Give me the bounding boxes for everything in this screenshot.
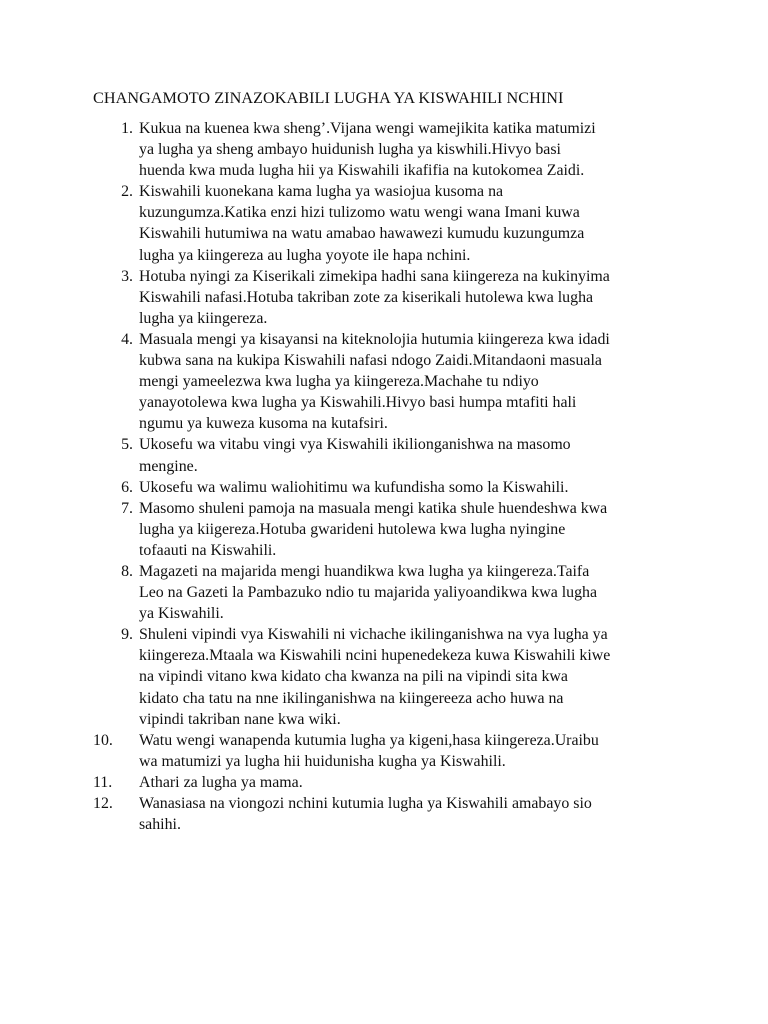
item-line: mengi yameelezwa kwa lugha ya kiingereza.Machahe tu ndiyo	[139, 373, 539, 391]
item-line: Wanasiasa na viongozi nchini kutumia lugha ya Kiswahili amabayo sio	[139, 795, 592, 812]
item-number: 4.	[121, 330, 133, 348]
list-item	[93, 624, 693, 729]
document-title: CHANGAMOTO ZINAZOKABILI LUGHA YA KISWAHILI NCHINI	[93, 89, 564, 107]
item-line: Shuleni vipindi vya Kiswahili ni vichache ikilinganishwa na vya lugha ya	[139, 626, 608, 644]
item-line: ya lugha ya sheng ambayo huidunish lugha ya kiswhili.Hivyo basi	[139, 141, 561, 159]
item-line: kiingereza.Mtaala wa Kiswahili ncini hupenedekeza kuwa Kiswahili kiwe	[139, 647, 611, 665]
item-number: 10.	[93, 731, 113, 749]
list-item	[93, 561, 693, 624]
list-item	[93, 181, 693, 265]
list-item	[93, 793, 693, 835]
item-number: 3.	[121, 267, 133, 285]
item-line: yanayotolewa kwa lugha ya Kiswahili.Hivyo basi humpa mtafiti hali	[139, 394, 577, 412]
item-number: 11.	[93, 773, 113, 791]
item-number: 9.	[121, 626, 133, 644]
item-line: tofaauti na Kiswahili.	[139, 541, 277, 559]
item-line: lugha ya kiingereza.	[139, 309, 268, 327]
list-item	[93, 434, 693, 476]
item-line: mengine.	[139, 457, 198, 475]
list-item	[93, 772, 693, 793]
list-item	[93, 730, 693, 772]
item-number: 2.	[121, 183, 133, 201]
item-line: kubwa sana na kukipa Kiswahili nafasi ndogo Zaidi.Mitandaoni masuala	[139, 352, 602, 370]
item-line: kidato cha tatu na nne ikilinganishwa na kiingereeza acho huwa na	[139, 689, 564, 707]
list-item	[93, 498, 693, 561]
item-line: kuzungumza.Katika enzi hizi tulizomo watu wengi wana Imani kuwa	[139, 204, 580, 222]
item-line: Magazeti na majarida mengi huandikwa kwa lugha ya kiingereza.Taifa	[139, 562, 590, 580]
item-line: huenda kwa muda lugha hii ya Kiswahili ikafifia na kutokomea Zaidi.	[139, 162, 585, 180]
item-number: 12.	[93, 795, 113, 812]
item-line: vipindi takriban nane kwa wiki.	[139, 710, 341, 728]
item-line: ngumu ya kuweza kusoma na kutafsiri.	[139, 415, 388, 433]
item-line: na vipindi vitano kwa kidato cha kwanza na pili na vipindi sita kwa	[139, 668, 568, 686]
item-line: Watu wengi wanapenda kutumia lugha ya kigeni,hasa kiingereza.Uraibu	[139, 731, 599, 749]
item-line: Masomo shuleni pamoja na masuala mengi katika shule huendeshwa kwa	[139, 499, 608, 517]
item-number: 7.	[121, 499, 133, 517]
item-line: Kukua na kuenea kwa sheng’.Vijana wengi wamejikita katika matumizi	[139, 120, 596, 137]
list-item	[93, 266, 693, 329]
list-item	[93, 118, 693, 181]
item-line: Ukosefu wa vitabu vingi vya Kiswahili ikilionganishwa na masomo	[139, 436, 571, 454]
item-number: 1.	[121, 120, 133, 137]
item-line: wa matumizi ya lugha hii huidunisha kugha ya Kiswahili.	[139, 752, 506, 770]
item-line: lugha ya kiigereza.Hotuba gwarideni hutolewa kwa lugha nyingine	[139, 520, 566, 538]
challenges-list	[93, 118, 693, 835]
item-line: Kiswahili nafasi.Hotuba takriban zote za kiserikali hutolewa kwa lugha	[139, 288, 594, 306]
item-line: lugha ya kiingereza au lugha yoyote ile hapa nchini.	[139, 246, 471, 264]
item-line: Masuala mengi ya kisayansi na kiteknolojia hutumia kiingereza kwa idadi	[139, 330, 610, 348]
item-number: 6.	[121, 478, 133, 496]
item-number: 8.	[121, 562, 133, 580]
item-line: Hotuba nyingi za Kiserikali zimekipa hadhi sana kiingereza na kukinyima	[139, 267, 610, 285]
list-item	[93, 477, 693, 498]
item-line: Athari za lugha ya mama.	[139, 773, 303, 791]
item-line: sahihi.	[139, 816, 181, 834]
item-line: Leo na Gazeti la Pambazuko ndio tu majarida yaliyoandikwa kwa lugha	[139, 584, 598, 602]
item-line: Ukosefu wa walimu waliohitimu wa kufundisha somo la Kiswahili.	[139, 478, 569, 496]
item-line: Kiswahili kuonekana kama lugha ya wasiojua kusoma na	[139, 183, 504, 201]
item-line: ya Kiswahili.	[139, 605, 224, 623]
item-line: Kiswahili hutumiwa na watu amabao hawawezi kumudu kuzungumza	[139, 225, 585, 243]
item-number: 5.	[121, 436, 133, 454]
list-item	[93, 329, 693, 434]
